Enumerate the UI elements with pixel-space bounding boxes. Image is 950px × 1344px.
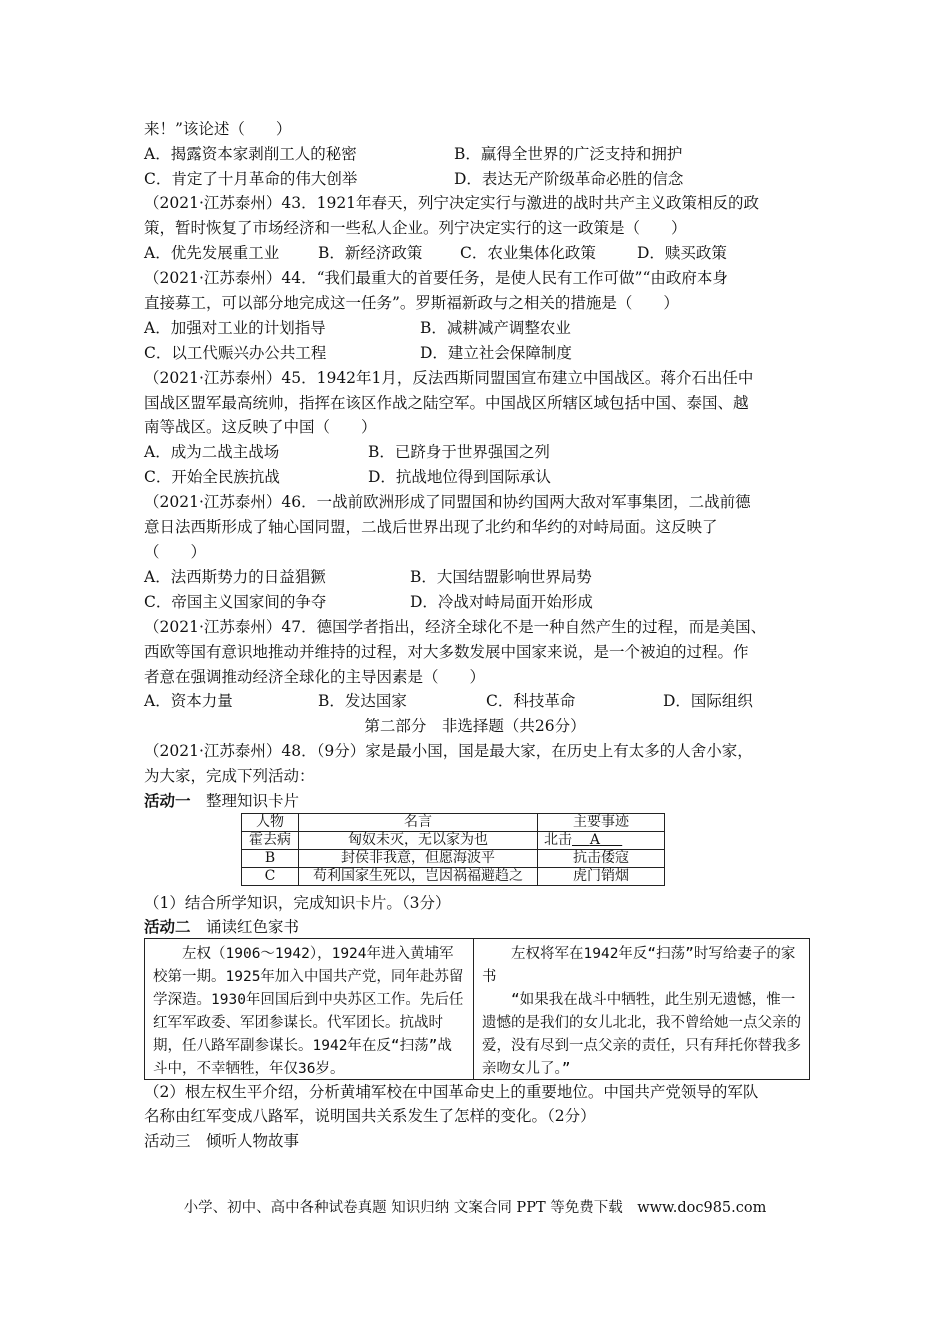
blank-a [572,832,622,848]
activity-one-label: 活动一 [144,791,191,810]
q47-stem-2: 西欧等国有意识地推动并维持的过程，对大多数发展中国家来说，是一个被迫的过程。作 [144,643,749,661]
header-person: 人物 [242,814,299,832]
activity-two [144,916,299,938]
q42-option-a: A．揭露资本家剥削工人的秘密 [144,145,357,163]
q48-stem-1: （2021·江苏泰州）48．（9分）家是最小国，国是最大家，在历史上有太多的人舍小家， [144,742,753,760]
table-row [242,850,665,868]
activity-two-title: 诵读红色家书 [190,918,300,936]
q46-stem-3: （ ） [144,543,207,561]
q43-stem-1: （2021·江苏泰州）43．1921年春天，列宁决定实行与激进的战时共产主义政策相反的政 [144,194,760,212]
question-2-line-1: （2）根左权生平介绍，分析黄埔军校在中国革命史上的重要地位。中国共产党领导的军队 [144,1083,759,1101]
cell-person: C [242,868,299,886]
family-letter-box [473,938,810,1080]
cell-person: 霍去病 [242,832,299,850]
q46-option-b: B．大国结盟影响世界局势 [410,568,592,586]
blank-a-label: A [589,832,600,848]
q44-stem-1: （2021·江苏泰州）44．“我们最重大的首要任务，是使人民有工作可做”“由政府本身 [144,269,728,287]
q47-option-b: B．发达国家 [318,692,407,710]
q43-option-a: A．优先发展重工业 [144,244,280,262]
header-deed: 主要事迹 [538,814,665,832]
activity-three: 活动三 倾听人物故事 [144,1132,300,1150]
q44-option-a: A．加强对工业的计划指导 [144,319,326,337]
header-quote: 名言 [299,814,538,832]
page-footer: 小学、初中、高中各种试卷真题 知识归纳 文案合同 PPT 等免费下载 www.doc985.com [183,1200,767,1216]
q47-stem-3: 者意在强调推动经济全球化的主导因素是（ ） [144,668,486,686]
q47-option-a: A．资本力量 [144,692,233,710]
q43-option-d: D．赎买政策 [637,244,727,262]
cell-deed-text: 北击 [544,832,572,848]
q44-stem-2: 直接募工，可以部分地完成这一任务”。罗斯福新政与之相关的措施是（ ） [144,294,679,312]
q46-option-d: D．冷战对峙局面开始形成 [410,593,593,611]
q46-option-a: A．法西斯势力的日益猖獗 [144,568,326,586]
q45-stem-3: 南等战区。这反映了中国（ ） [144,418,377,436]
cell-person: B [242,850,299,868]
cell-deed: 抗击倭寇 [538,850,665,868]
table-row [242,868,665,886]
zuoquan-biography: 左权（1906～1942），1924年进入黄埔军校第一期。1925年加入中国共产党，同年赴苏留学深造。1930年回国后到中央苏区工作。先后任红军军政委、军团参谋长。代军团长。抗战时期，任八路军副参谋长。1942年在反“扫荡”战斗中，不幸牺牲，年仅36岁。 [153,946,464,1077]
family-letter-body: “如果我在战斗中牺牲，此生别无遗憾，惟一遗憾的是我们的女儿北北，我不曾给她一点父亲的爱，没有尽到一点父亲的责任，只有拜托你替我多亲吻女儿了。” [482,992,801,1077]
q44-option-c: C．以工代赈兴办公共工程 [144,344,327,362]
table-header-row [242,814,665,832]
q45-option-c: C．开始全民族抗战 [144,468,280,486]
part-two-heading: 第二部分 非选择题（共26分） [364,717,586,735]
q42-option-c: C．肯定了十月革命的伟大创举 [144,170,358,188]
q45-option-d: D．抗战地位得到国际承认 [368,468,551,486]
question-2-line-2: 名称由红军变成八路军，说明国共关系发生了怎样的变化。（2分） [144,1107,596,1125]
question-1: （1）结合所学知识，完成知识卡片。（3分） [144,894,451,912]
q47-option-c: C．科技革命 [486,692,576,710]
q48-stem-2: 为大家，完成下列活动： [144,767,315,785]
q46-stem-1: （2021·江苏泰州）46．一战前欧洲形成了同盟国和协约国两大敌对军事集团，二战前德 [144,493,751,511]
cell-quote: 苟利国家生死以，岂因祸福避趋之 [299,868,538,886]
cell-deed: 虎门销烟 [538,868,665,886]
q42-option-b: B．赢得全世界的广泛支持和拥护 [454,145,683,163]
q45-stem-1: （2021·江苏泰州）45．1942年1月，反法西斯同盟国宣布建立中国战区。蒋介石出任中 [144,369,754,387]
table-row [242,832,665,850]
q46-stem-2: 意日法西斯形成了轴心国同盟，二战后世界出现了北约和华约的对峙局面。这反映了 [144,518,718,536]
cell-quote: 封侯非我意，但愿海波平 [299,850,538,868]
q43-option-c: C．农业集体化政策 [460,244,596,262]
activity-one [144,790,299,812]
zuoquan-biography-box [144,938,474,1080]
q42-stem-end: 来！”该论述（ ） [144,120,292,138]
family-letter-title: 左权将军在1942年反“扫荡”时写给妻子的家书 [482,946,796,985]
q45-option-a: A．成为二战主战场 [144,443,280,461]
cell-deed [538,832,665,850]
cell-quote: 匈奴未灭，无以家为也 [299,832,538,850]
activity-two-label: 活动二 [144,917,191,936]
q43-stem-2: 策，暂时恢复了市场经济和一些私人企业。列宁决定实行的这一政策是（ ） [144,219,687,237]
activity-one-title: 整理知识卡片 [190,792,300,810]
q43-option-b: B．新经济政策 [318,244,423,262]
q47-stem-1: （2021·江苏泰州）47．德国学者指出，经济全球化不是一种自然产生的过程，而是美国、 [144,618,767,636]
q42-option-d: D．表达无产阶级革命必胜的信念 [454,170,684,188]
q46-option-c: C．帝国主义国家间的争夺 [144,593,327,611]
q44-option-b: B．减耕减产调整农业 [420,319,571,337]
knowledge-card-table [241,813,665,886]
q44-option-d: D．建立社会保障制度 [420,344,572,362]
q45-stem-2: 国战区盟军最高统帅，指挥在该区作战之陆空军。中国战区所辖区域包括中国、泰国、越 [144,394,749,412]
q47-option-d: D．国际组织 [663,692,753,710]
q45-option-b: B．已跻身于世界强国之列 [368,443,550,461]
